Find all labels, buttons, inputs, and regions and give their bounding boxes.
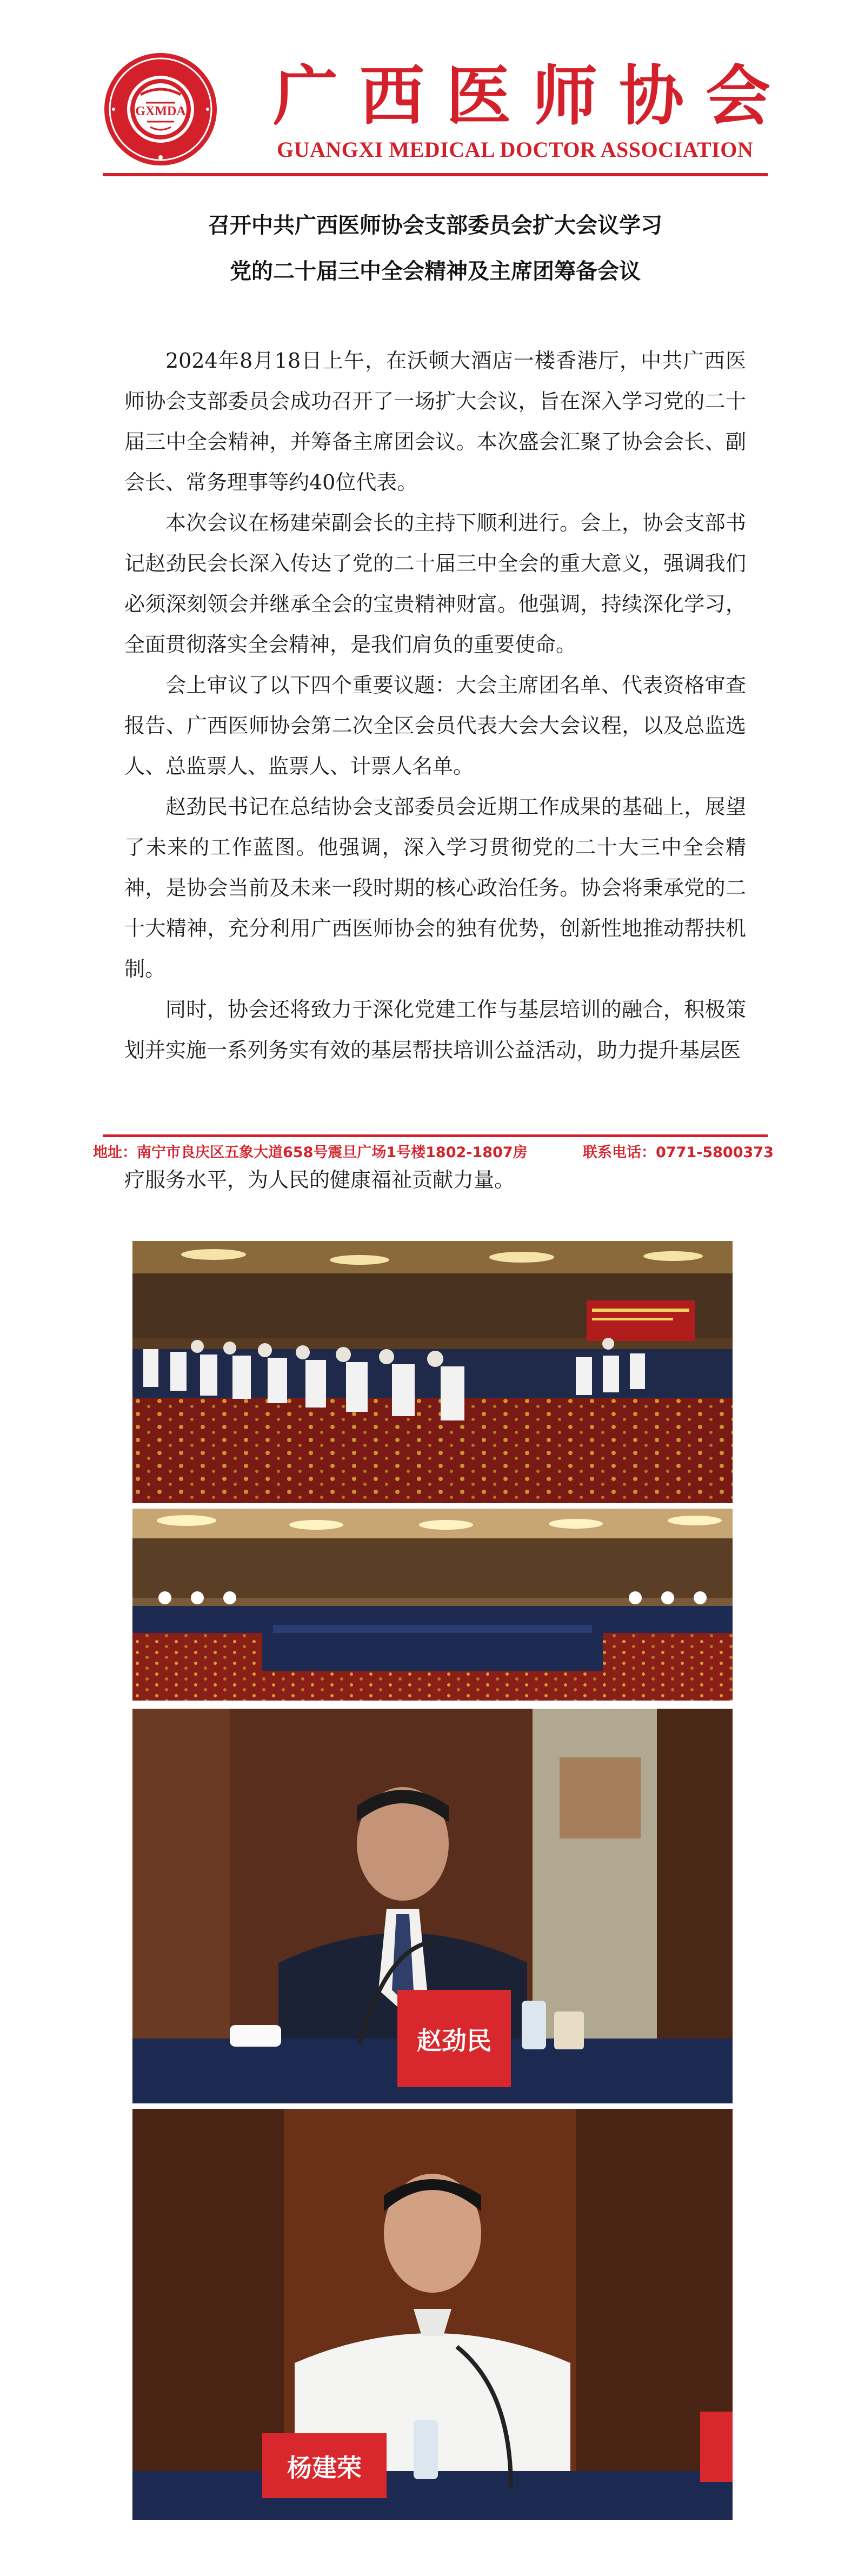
association-logo	[103, 51, 219, 168]
logo-initials: GXMDA	[135, 104, 186, 118]
paragraph: 2024年8月18日上午，在沃顿大酒店一楼香港厅，中共广西医师协会支部委员会成功召开了一场扩大会议，旨在深入学习党的二十届三中全会精神，并筹备主席团会议。本次盛会汇聚了协会会长、副会长、常务理事等约40位代表。	[124, 349, 746, 494]
speaker-photo-1	[132, 1709, 733, 2103]
article-title-line-2: 党的二十届三中全会精神及主席团筹备会议	[230, 258, 641, 284]
speaker-photo-2	[132, 2109, 733, 2520]
paragraph: 赵劲民书记在总结协会支部委员会近期工作成果的基础上，展望了未来的工作蓝图。他强调，深入学习贯彻党的二十大三中全会精神，是协会当前及未来一段时期的核心政治任务。协会将秉承党的二十大精神，充分利用广西医师协会的独有优势，创新性地推动帮扶机制。	[124, 795, 746, 981]
footer-divider	[103, 1134, 768, 1137]
letterhead	[0, 0, 858, 178]
header-divider	[103, 173, 768, 176]
paragraph: 会上审议了以下四个重要议题：大会主席团名单、代表资格审查报告、广西医师协会第二次全区会员代表大会大会议程，以及总监选人、总监票人、监票人、计票人名单。	[124, 673, 746, 778]
article-title-line-1: 召开中共广西医师协会支部委员会扩大会议学习	[208, 213, 662, 238]
article-tail-line: 疗服务水平，为人民的健康福祉贡献力量。	[124, 1168, 515, 1192]
paragraph: 同时，协会还将致力于深化党建工作与基层培训的融合，积极策划并实施一系列务实有效的基层帮扶培训公益活动，助力提升基层医	[124, 998, 746, 1062]
meeting-hall-photo	[132, 1241, 733, 1503]
association-english-name: GUANGXI MEDICAL DOCTOR ASSOCIATION	[277, 137, 754, 162]
footer-phone: 联系电话：0771-5800373	[583, 1144, 774, 1161]
nameplate-label: 赵劲民	[417, 2026, 491, 2055]
logo-seal-icon	[103, 51, 219, 168]
footer-address: 地址：南宁市良庆区五象大道658号震旦广场1号楼1802-1807房	[93, 1144, 528, 1161]
paragraph: 本次会议在杨建荣副会长的主持下顺利进行。会上，协会支部书记赵劲民会长深入传达了党的二十届三中全会的重大意义，强调我们必须深刻领会并继承全会的宝贵精神财富。他强调，持续深化学习，全面贯彻落实全会精神，是我们肩负的重要使命。	[124, 511, 746, 656]
association-name: 广西医师协会	[273, 58, 792, 134]
nameplate-label: 杨建荣	[287, 2453, 362, 2482]
article-body	[124, 341, 746, 1071]
meeting-room-photo	[132, 1509, 733, 1701]
